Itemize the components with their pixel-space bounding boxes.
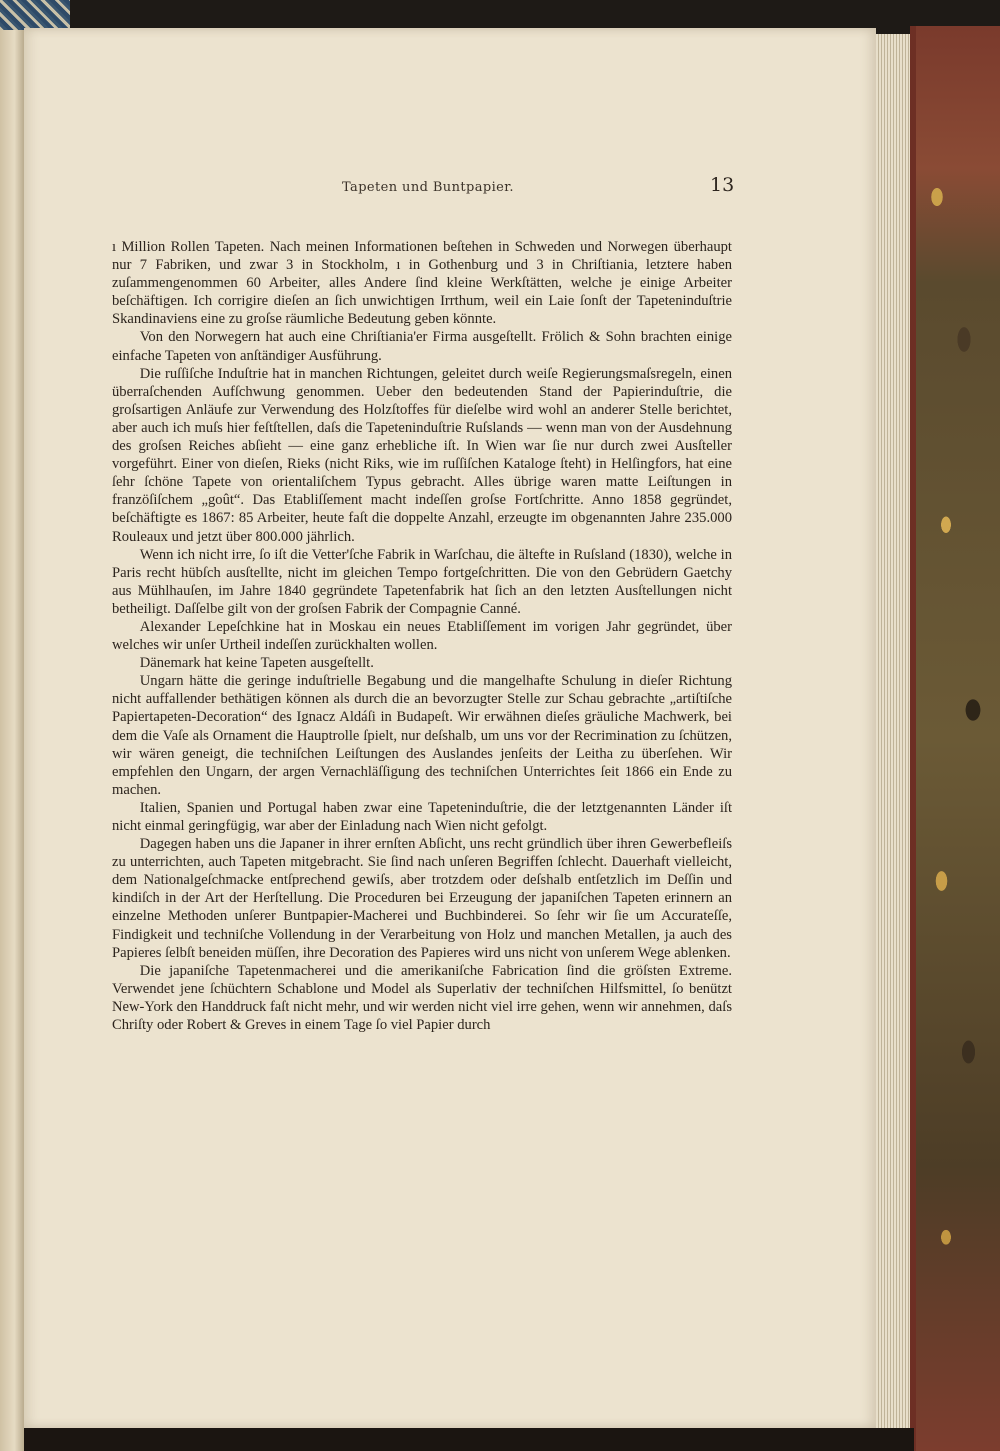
paragraph: Die japaniſche Tapetenmacherei und die amerikaniſche Fabrication ſind die gröſsten Extreme. Verwendet jene ſchüchtern Schablone und Model als Superlativ der techniſchen Hilfsmittel, ſo benützt New-York den Handdruck faſt nicht mehr, und wir werden nicht viel irre gehen, wenn wir annehmen, daſs Chriſty oder Robert & Greves in einem Tage ſo viel Papier durch <box>112 962 732 1034</box>
bottom-shadow <box>24 1428 914 1451</box>
paragraph: Wenn ich nicht irre, ſo iſt die Vetter'ſche Fabrik in Warſchau, die ältefte in Ruſsland (1830), welche in Paris recht hübſch ausſtellte, nicht im gleichen Tempo fortgeſchritten. Die von den Gebrüdern Gaetchy aus Mühlhauſen, im Jahre 1840 gegründete Tapetenfabrik hat ſich an den letzten Ausſtellungen nicht betheiligt. Daſſelbe gilt von der groſsen Fabrik der Compagnie Canné. <box>112 546 732 617</box>
page-edges <box>876 34 910 1434</box>
paragraph: Die ruſſiſche Induſtrie hat in manchen Richtungen, geleitet durch weiſe Regierungsmaſsregeln, einen überraſchenden Aufſchwung genommen. Ueber den bedeutenden Stand der Papierinduſtrie, die groſsartigen Anläufe zur Verwendung des Holzſtoffes für dieſelbe wird wohl an anderer Stelle berichtet, aber auch ich muſs hier feſtſtellen, daſs die Tapeteninduſtrie Ruſslands — wenn man von der Ausdehnung des groſsen Reiches abſieht — eine ganz erhebliche iſt. In Wien war ſie nur durch zwei Ausſteller vorgeführt. Einer von dieſen, Rieks (nicht Riks, wie im ruſſiſchen Kataloge ſteht) in Helſingfors, hat eine ſehr ſchöne Tapete von orientaliſchem Typus gebracht. Alles übrige waren matte Leiſtungen in franzöſiſchem „goût“. Das Etabliſſement macht indeſſen groſse Fortſchritte. Anno 1858 gegründet, beſchäftigte es 1867: 85 Arbeiter, heute faſt die doppelte Anzahl, erzeugte im obgenannten Jahre 235.000 Rouleaux und jetzt über 800.000 jährlich. <box>112 365 732 545</box>
page-number: 13 <box>710 174 735 196</box>
page-header <box>24 174 876 204</box>
paragraph: Ungarn hätte die geringe induſtrielle Begabung und die mangelhafte Schulung in dieſer Richtung nicht auffallender bethätigen können als durch die an bevorzugter Stelle zur Schau gebrachte „artiſtiſche Papiertapeten-Decoration“ des Ignacz Aldáſi in Budapeſt. Wir erwähnen dieſes gräuliche Machwerk, bei dem die Vaſe als Ornament die Hauptrolle ſpielt, nur deſshalb, um uns vor der Recrimination zu ſchützen, wir wären geneigt, die techniſchen Leiſtungen des Auslandes jenſeits der Leitha zu überſehen. Wir empfehlen den Ungarn, der argen Vernachläſſigung des techniſchen Unterrichtes ſeit 1866 ein Ende zu machen. <box>112 673 732 798</box>
paragraph: ı Million Rollen Tapeten. Nach meinen Informationen beſtehen in Schweden und Norwegen überhaupt nur 7 Fabriken, und zwar 3 in Stockholm, ı in Gothenburg und 3 in Chriſtiania, letztere haben zuſammengenommen 60 Arbeiter, alles Andere ſind kleine Werkſtätten, welche je einige Arbeiter beſchäftigen. Ich corrigire dieſen an ſich unwichtigen Irrthum, weil ein Laie ſonſt der Tapeteninduſtrie Skandinaviens eine zu groſse räumliche Bedeutung geben könnte. <box>112 239 732 328</box>
book-page <box>24 28 876 1428</box>
marbled-cover <box>910 26 1000 1451</box>
body-text <box>112 238 732 1034</box>
facing-page-edge <box>0 30 24 1451</box>
paragraph: Dänemark hat keine Tapeten ausgeſtellt. <box>139 655 374 672</box>
paragraph: Alexander Lepeſchkine hat in Moskau ein neues Etabliſſement im vorigen Jahr gegründet, über welches wir unſer Urtheil indeſſen zurückhalten wollen. <box>112 618 732 654</box>
paragraph: Von den Norwegern hat auch eine Chriſtiania'er Firma ausgeſtellt. Frölich & Sohn brachten einige einfache Tapeten von anſtändiger Ausführung. <box>112 329 732 364</box>
paragraph: Italien, Spanien und Portugal haben zwar eine Tapeteninduſtrie, die der letztgenannten Länder iſt nicht einmal geringfügig, war aber der Einladung nach Wien nicht gefolgt. <box>112 799 732 834</box>
paragraph: Dagegen haben uns die Japaner in ihrer ernſten Abſicht, uns recht gründlich über ihren Gewerbefleiſs zu unterrichten, auch Tapeten mitgebracht. Sie ſind nach unſeren Begriffen ſchlecht. Dauerhaft vielleicht, dem Nationalgeſchmacke entſprechend gewiſs, aber trotzdem oder deſshalb entſetzlich im Deſſin und kindiſch in der Art der Herſtellung. Die Proceduren bei Erzeugung der japaniſchen Tapeten erinnern an einzelne Methoden unſerer Buntpapier-Macherei und Buchbinderei. So ſehr wir ſie um Accurateſſe, Findigkeit und techniſche Vollendung in der Verarbeitung von Holz und manchen Metallen, ja auch des Papieres ſelbſt beneiden müſſen, ihre Decoration des Papieres wird uns nicht von unſerem Wege ablenken. <box>112 836 732 961</box>
cover-edge <box>910 26 916 1451</box>
running-title: Tapeten und Buntpapier. <box>342 180 514 195</box>
